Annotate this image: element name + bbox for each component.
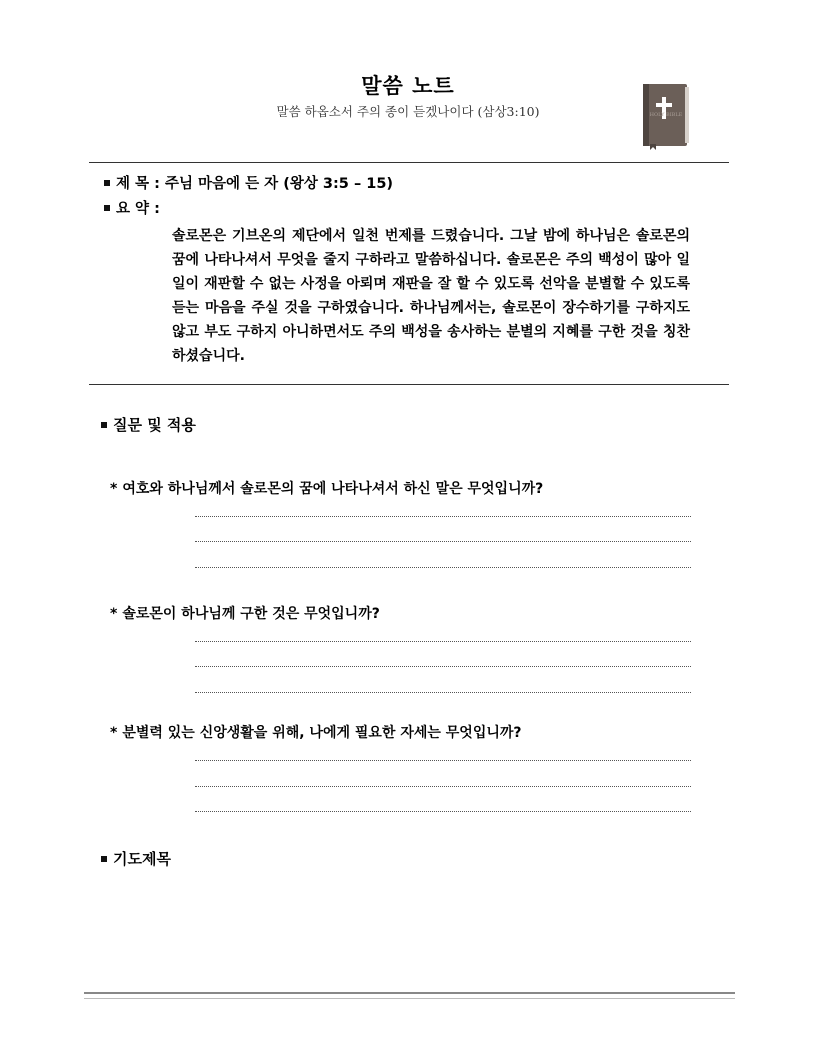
answer-line[interactable]	[195, 666, 691, 667]
page-title: 말씀 노트	[361, 74, 455, 98]
asterisk-icon: *	[110, 606, 118, 622]
bible-icon	[641, 82, 691, 150]
sermon-summary-row	[104, 197, 160, 218]
answer-line[interactable]	[195, 516, 691, 517]
questions-heading: 질문 및 적용	[101, 414, 196, 435]
bullet-icon	[104, 205, 110, 211]
sermon-summary-label: 요 약 :	[116, 201, 160, 217]
answer-line[interactable]	[195, 760, 691, 761]
sermon-title-value: 주님 마음에 든 자 (왕상 3:5 – 15)	[164, 176, 394, 192]
answer-line[interactable]	[195, 641, 691, 642]
sermon-summary-text: 솔로몬은 기브온의 제단에서 일천 번제를 드렸습니다. 그날 밤에 하나님은 솔로몬의 꿈에 나타나셔서 무엇을 줄지 구하라고 말씀하십니다. 솔로몬은 주의 백성이 많아 일일이 재판할 수 없는 사정을 아뢰며 재판을 잘 할 수 있도록 선악을 분별할 수 있도록 듣는 마음을 주실 것을 구하였습니다. 하나님께서는, 솔로몬이 장수하기를 구하지도 않고 부도 구하지 아니하면서도 주의 백성을 송사하는 분별의 지혜를 구한 것을 칭찬하셨습니다.	[172, 228, 690, 364]
bullet-icon	[104, 180, 110, 186]
answer-line[interactable]	[195, 811, 691, 812]
answer-line[interactable]	[195, 692, 691, 693]
page-subtitle: 말씀 하옵소서 주의 종이 듣겠나이다 (삼상3:10)	[276, 104, 540, 119]
sermon-title-label: 제 목 :	[116, 176, 160, 192]
footer-divider	[84, 992, 735, 999]
answer-line[interactable]	[195, 567, 691, 568]
bullet-icon	[101, 856, 107, 862]
question-text: 여호와 하나님께서 솔로몬의 꿈에 나타나셔서 하신 말은 무엇입니까?	[122, 481, 544, 497]
summary-divider	[89, 384, 729, 385]
asterisk-icon: *	[110, 725, 118, 741]
header-divider	[89, 162, 729, 163]
question-1	[110, 478, 543, 498]
question-3	[110, 722, 522, 742]
question-text: 분별력 있는 신앙생활을 위해, 나에게 필요한 자세는 무엇입니까?	[122, 725, 522, 741]
sermon-title-row	[104, 172, 393, 193]
answer-line[interactable]	[195, 541, 691, 542]
question-text: 솔로몬이 하나님께 구한 것은 무엇입니까?	[122, 606, 380, 622]
bullet-icon	[101, 422, 107, 428]
answer-line[interactable]	[195, 786, 691, 787]
bible-cover-text: HOLY BIBLE	[649, 112, 683, 118]
prayer-heading: 기도제목	[101, 848, 171, 869]
question-2	[110, 603, 380, 623]
asterisk-icon: *	[110, 481, 118, 497]
